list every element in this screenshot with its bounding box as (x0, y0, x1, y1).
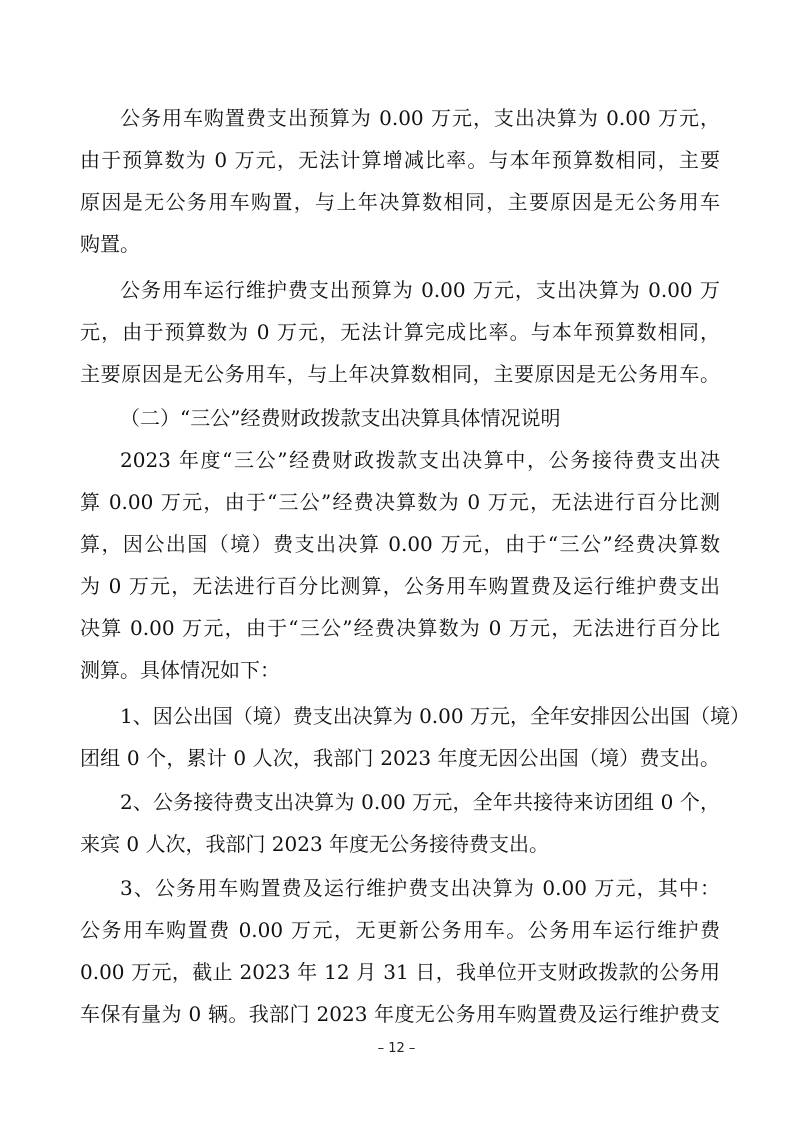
list-item-line: 0.00 万元，截止 2023 年 12 月 31 日，我单位开支财政拨款的公务用 (80, 960, 720, 984)
list-item-line: 来宾 0 人次，我部门 2023 年度无公务接待费支出。 (80, 832, 550, 856)
list-item-line: 公务用车购置费 0.00 万元，无更新公务用车。公务用车运行维护费 (80, 918, 720, 942)
paragraph-line: 算 0.00 万元，由于“三公”经费决算数为 0 万元，无法进行百分比测 (80, 490, 720, 514)
section-heading: （二）“三公”经费财政拨款支出决算具体情况说明 (120, 406, 561, 430)
paragraph-line: 算，因公出国（境）费支出决算 0.00 万元，由于“三公”经费决算数 (80, 532, 720, 556)
paragraph-line: 公务用车购置费支出预算为 0.00 万元，支出决算为 0.00 万元， (120, 106, 720, 130)
paragraph-line: 原因是无公务用车购置，与上年决算数相同，主要原因是无公务用车 (80, 190, 720, 214)
paragraph-line: 测算。具体情况如下： (80, 658, 280, 682)
paragraph-line: 元，由于预算数为 0 万元，无法计算完成比率。与本年预算数相同， (80, 320, 720, 344)
list-item-line: 2、公务接待费支出决算为 0.00 万元，全年共接待来访团组 0 个， (120, 790, 720, 814)
paragraph-line: 为 0 万元，无法进行百分比测算，公务用车购置费及运行维护费支出 (80, 574, 720, 598)
paragraph-line: 购置。 (80, 232, 140, 256)
paragraph-line: 由于预算数为 0 万元，无法计算增减比率。与本年预算数相同，主要 (80, 148, 720, 172)
paragraph-line: 公务用车运行维护费支出预算为 0.00 万元，支出决算为 0.00 万 (120, 278, 720, 302)
list-item-line: 车保有量为 0 辆。我部门 2023 年度无公务用车购置费及运行维护费支 (80, 1002, 720, 1026)
page-number: – 12 – (377, 1041, 416, 1056)
paragraph-line: 2023 年度“三公”经费财政拨款支出决算中，公务接待费支出决 (120, 448, 720, 472)
list-item-line: 3、公务用车购置费及运行维护费支出决算为 0.00 万元，其中： (120, 876, 720, 900)
paragraph-line: 主要原因是无公务用车，与上年决算数相同，主要原因是无公务用车。 (80, 362, 720, 386)
list-item-line: 1、因公出国（境）费支出决算为 0.00 万元，全年安排因公出国（境） (120, 704, 750, 728)
paragraph-line: 决算 0.00 万元，由于“三公”经费决算数为 0 万元，无法进行百分比 (80, 616, 720, 640)
list-item-line: 团组 0 个，累计 0 人次，我部门 2023 年度无因公出国（境）费支出。 (80, 746, 720, 770)
